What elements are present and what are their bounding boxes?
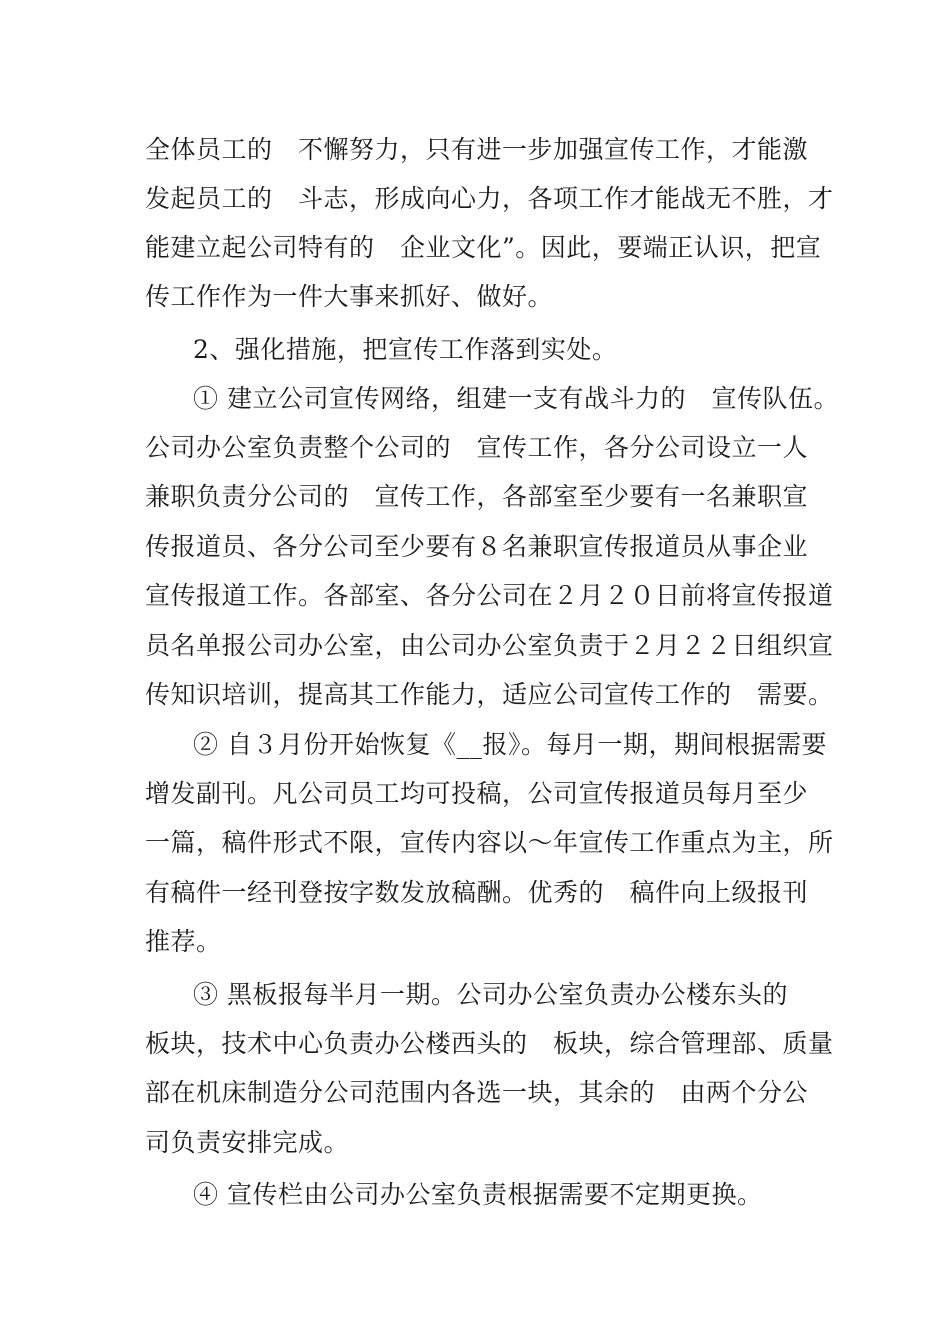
section-heading: 2、强化措施，把宣传工作落到实处。 xyxy=(193,335,618,364)
text-line: 传知识培训，提高其工作能力，适应公司宣传工作的 需要。 xyxy=(145,680,834,709)
text-line: 兼职负责分公司的 宣传工作，各部室至少要有一名兼职宣 xyxy=(145,482,809,511)
text-line: ③ 黑板报每半月一期。公司办公室负责办公楼东头的 xyxy=(193,980,788,1009)
text-line: 司负责安排完成。 xyxy=(145,1128,350,1157)
text-line: 能建立起公司特有的 企业文化”。因此，要端正认识，把宣 xyxy=(145,233,822,262)
text-line: 宣传报道工作。各部室、各分公司在２月２０日前将宣传报道 xyxy=(145,581,834,610)
text-line: ④ 宣传栏由公司办公室负责根据需要不定期更换。 xyxy=(193,1180,763,1209)
text-line: 公司办公室负责整个公司的 宣传工作，各分公司设立一人 xyxy=(145,433,809,462)
text-line: 部在机床制造分公司范围内各选一块，其余的 由两个分公 xyxy=(145,1078,809,1107)
text-line: 板块，技术中心负责办公楼西头的 板块，综合管理部、质量 xyxy=(145,1029,834,1058)
text-line: 发起员工的 斗志，形成向心力，各项工作才能战无不胜，才 xyxy=(145,184,834,213)
text-line: 员名单报公司办公室，由公司办公室负责于２月２２日组织宣 xyxy=(145,631,834,660)
text-line: 传报道员、各分公司至少要有８名兼职宣传报道员从事企业 xyxy=(145,532,809,561)
text-line: 全体员工的 不懈努力，只有进一步加强宣传工作，才能激 xyxy=(145,135,809,164)
text-line: 增发副刊。凡公司员工均可投稿，公司宣传报道员每月至少 xyxy=(145,779,809,808)
text-line: 传工作作为一件大事来抓好、做好。 xyxy=(145,282,554,311)
text-line: 推荐。 xyxy=(145,927,222,956)
text-line: 一篇，稿件形式不限，宣传内容以～年宣传工作重点为主，所 xyxy=(145,828,834,857)
text-line: 有稿件一经刊登按字数发放稿酬。优秀的 稿件向上级报刊 xyxy=(145,878,809,907)
text-line: ② 自３月份开始恢复《__报》。每月一期，期间根据需要 xyxy=(193,730,827,759)
text-line: ① 建立公司宣传网络，组建一支有战斗力的 宣传队伍。 xyxy=(193,384,839,413)
